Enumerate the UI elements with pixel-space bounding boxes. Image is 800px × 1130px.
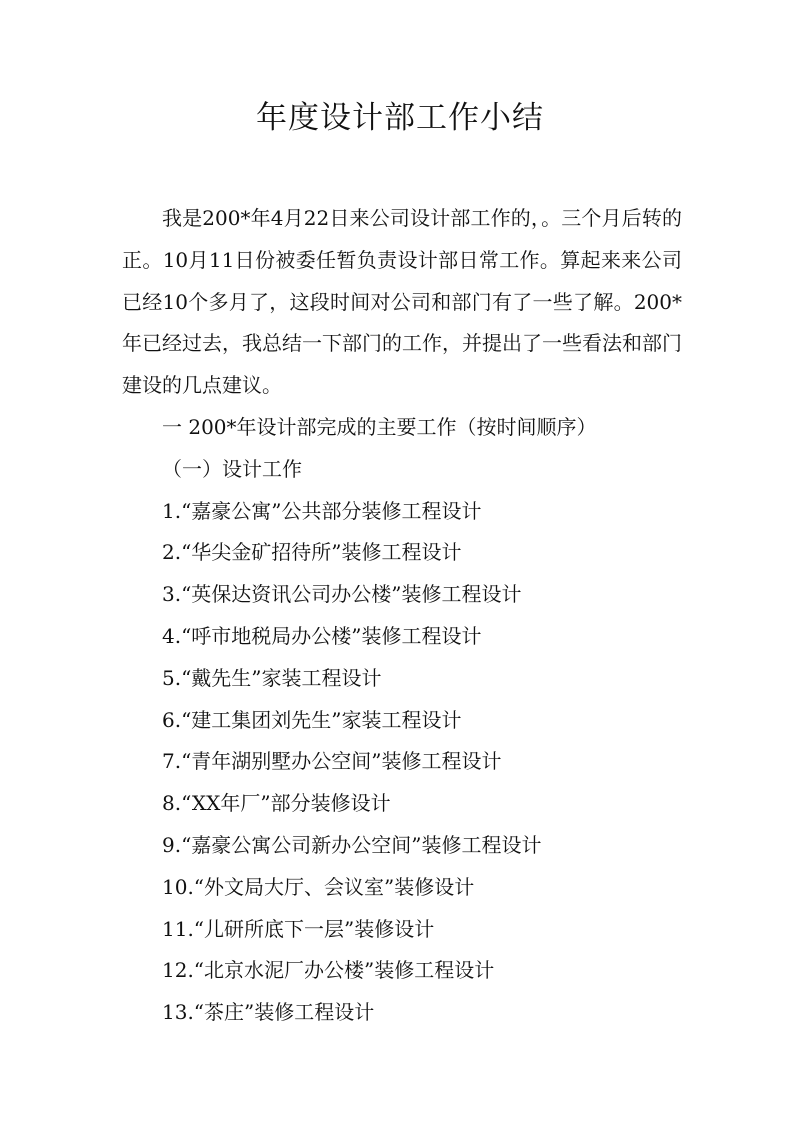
document-title: 年度设计部工作小结 — [256, 100, 544, 136]
list-item: 4.“呼市地税局办公楼”装修工程设计 — [162, 623, 482, 648]
list-item: 11.“儿研所底下一层”装修设计 — [162, 916, 435, 941]
document-body — [122, 198, 682, 1034]
list-item: 3.“英保达资讯公司办公楼”装修工程设计 — [162, 582, 522, 607]
list-item: 12.“北京水泥厂办公楼”装修工程设计 — [162, 958, 495, 983]
list-item: 2.“华尖金矿招待所”装修工程设计 — [162, 540, 462, 565]
list-item: 6.“建工集团刘先生”家装工程设计 — [162, 707, 462, 732]
list-item: 13.“茶庄”装修工程设计 — [162, 1000, 375, 1025]
section-heading: 一 200*年设计部完成的主要工作（按时间顺序） — [162, 414, 597, 439]
list-item: 7.“青年湖别墅办公空间”装修工程设计 — [162, 749, 502, 774]
list-item: 9.“嘉豪公寓公司新办公空间”装修工程设计 — [162, 832, 542, 857]
list-item: 10.“外文局大厅、会议室”装修设计 — [162, 874, 475, 899]
subsection-heading: （一）设计工作 — [162, 456, 302, 481]
list-item: 8.“XX年厂”部分装修设计 — [162, 791, 391, 816]
list-item: 5.“戴先生”家装工程设计 — [162, 665, 382, 690]
list-item: 1.“嘉豪公寓”公共部分装修工程设计 — [162, 498, 482, 523]
intro-paragraph: 我是200*年4月22日来公司设计部工作的，。三个月后转的正。10月11日份被委任暂负责设计部日常工作。算起来来公司已经10个多月了，这段时间对公司和部门有了一些了解。200*年已经过去，我总结一下部门的工作，并提出了一些看法和部门建设的几点建议。 — [122, 206, 682, 398]
